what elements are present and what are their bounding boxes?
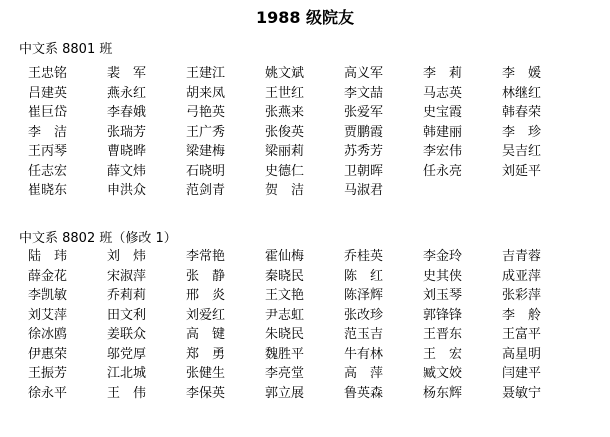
name-cell: 李 媛 — [502, 66, 542, 81]
name-cell: 王广秀 — [186, 124, 226, 140]
name-cell: 范玉吉 — [344, 327, 384, 342]
name-cell: 乔莉莉 — [107, 288, 147, 303]
name-cell: 史其侠 — [423, 268, 463, 284]
name-cell: 李 洁 — [28, 124, 68, 140]
name-cell: 高义军 — [344, 66, 384, 81]
name-cell: 江北城 — [107, 366, 147, 381]
name-cell: 贺 洁 — [265, 183, 305, 198]
name-cell: 陈 红 — [344, 268, 384, 284]
name-cell: 秦晓民 — [265, 268, 305, 284]
name-cell: 王文艳 — [265, 288, 305, 303]
class-8801-name-grid — [28, 64, 581, 201]
name-cell: 张健生 — [186, 366, 226, 381]
name-cell: 张 静 — [186, 268, 226, 284]
name-cell: 朱晓民 — [265, 327, 305, 342]
name-cell: 卫朝晖 — [344, 163, 384, 179]
name-cell: 高 键 — [186, 327, 226, 342]
name-cell: 郭立展 — [265, 385, 305, 401]
name-cell — [502, 181, 581, 201]
name-cell: 李金玲 — [423, 249, 463, 264]
name-cell: 梁丽莉 — [265, 144, 305, 159]
name-cell: 姜联众 — [107, 327, 147, 342]
name-cell: 李宏伟 — [423, 144, 463, 159]
name-cell: 张改珍 — [344, 307, 384, 323]
name-cell: 徐永平 — [28, 385, 68, 401]
name-cell: 刘艾萍 — [28, 307, 68, 323]
class-8802-name-grid — [28, 247, 581, 403]
name-cell: 薛金花 — [28, 268, 68, 284]
name-cell: 史宝霞 — [423, 105, 463, 120]
name-cell: 王 伟 — [107, 385, 147, 401]
name-cell: 马淑君 — [344, 183, 384, 198]
name-cell — [423, 181, 502, 201]
name-cell: 马志英 — [423, 85, 463, 101]
name-cell: 张彩萍 — [502, 288, 542, 303]
name-cell: 李亮堂 — [265, 366, 305, 381]
name-cell: 鲁英森 — [344, 385, 384, 401]
name-cell: 申洪众 — [107, 183, 147, 198]
name-cell: 刘 炜 — [107, 249, 147, 264]
name-cell: 崔巨岱 — [28, 105, 68, 120]
name-cell: 张俊英 — [265, 124, 305, 140]
name-cell: 林继红 — [502, 85, 542, 101]
name-cell: 王富平 — [502, 327, 542, 342]
name-cell: 李常艳 — [186, 249, 226, 264]
name-cell: 任永亮 — [423, 163, 463, 179]
name-cell: 聂敏宁 — [502, 385, 542, 401]
name-cell: 王忠铭 — [28, 66, 68, 81]
name-cell: 尹志虹 — [265, 307, 305, 323]
name-cell: 李保英 — [186, 385, 226, 401]
name-cell: 薛文炜 — [107, 163, 147, 179]
name-cell: 伊惠荣 — [28, 346, 68, 362]
name-cell: 曹晓晔 — [107, 144, 147, 159]
name-cell: 石晓明 — [186, 163, 226, 179]
name-cell: 郭锋锋 — [423, 307, 463, 323]
name-cell: 张爱军 — [344, 105, 384, 120]
name-cell: 燕永红 — [107, 85, 147, 101]
name-cell: 臧文姣 — [423, 366, 463, 381]
name-cell: 韩建丽 — [423, 124, 463, 140]
name-cell: 吉青蓉 — [502, 249, 542, 264]
name-cell: 徐冰鸥 — [28, 327, 68, 342]
name-cell: 成亚萍 — [502, 268, 542, 284]
name-cell: 刘爱红 — [186, 307, 226, 323]
name-cell: 吴吉红 — [502, 144, 542, 159]
name-cell: 李文喆 — [344, 85, 384, 101]
name-cell: 陆 玮 — [28, 249, 68, 264]
name-cell: 李 珍 — [502, 124, 542, 140]
name-cell: 王丙琴 — [28, 144, 68, 159]
name-cell: 裴 军 — [107, 66, 147, 81]
name-cell: 魏胜平 — [265, 346, 305, 362]
name-cell: 宋淑萍 — [107, 268, 147, 284]
name-cell: 李凯敏 — [28, 288, 68, 303]
name-cell: 史德仁 — [265, 163, 305, 179]
name-cell: 乔桂英 — [344, 249, 384, 264]
page-title: 1988 级院友 — [255, 8, 355, 27]
name-cell: 胡来凤 — [186, 85, 226, 101]
name-cell: 任志宏 — [28, 163, 68, 179]
name-cell: 范剑青 — [186, 183, 226, 198]
name-cell: 张瑞芳 — [107, 124, 147, 140]
name-cell: 王晋东 — [423, 327, 463, 342]
name-cell: 霍仙梅 — [265, 249, 305, 264]
name-cell: 闫建平 — [502, 366, 542, 381]
name-cell: 梁建梅 — [186, 144, 226, 159]
name-cell: 牛有林 — [344, 346, 384, 362]
name-cell: 李 舲 — [502, 307, 542, 323]
name-cell: 张燕来 — [265, 105, 305, 120]
class-8802-heading: 中文系 8802 班（修改 1） — [19, 231, 177, 246]
name-cell: 高 萍 — [344, 366, 384, 381]
name-cell: 郑 勇 — [186, 346, 226, 362]
name-cell: 刘玉琴 — [423, 288, 463, 303]
name-cell: 王 宏 — [423, 346, 463, 362]
name-cell: 陈泽辉 — [344, 288, 384, 303]
name-cell: 吕建英 — [28, 85, 68, 101]
name-cell: 杨东辉 — [423, 385, 463, 401]
name-cell: 王振芳 — [28, 366, 68, 381]
name-cell: 刘延平 — [502, 163, 542, 179]
name-cell: 李 莉 — [423, 66, 463, 81]
name-cell: 邢 炎 — [186, 288, 226, 303]
name-cell: 崔晓东 — [28, 183, 68, 198]
name-cell: 弓艳英 — [186, 105, 226, 120]
class-8801-heading: 中文系 8801 班 — [19, 42, 113, 57]
name-cell: 苏秀芳 — [344, 144, 384, 159]
name-cell: 贾鹏霞 — [344, 124, 384, 140]
name-cell: 田文利 — [107, 307, 147, 323]
name-cell: 高星明 — [502, 346, 542, 362]
name-cell: 邬党厚 — [107, 346, 147, 362]
name-cell: 韩春荣 — [502, 105, 542, 120]
name-cell: 王建江 — [186, 66, 226, 81]
name-cell: 姚文斌 — [265, 66, 305, 81]
name-cell: 李春娥 — [107, 105, 147, 120]
name-cell: 王世红 — [265, 85, 305, 101]
